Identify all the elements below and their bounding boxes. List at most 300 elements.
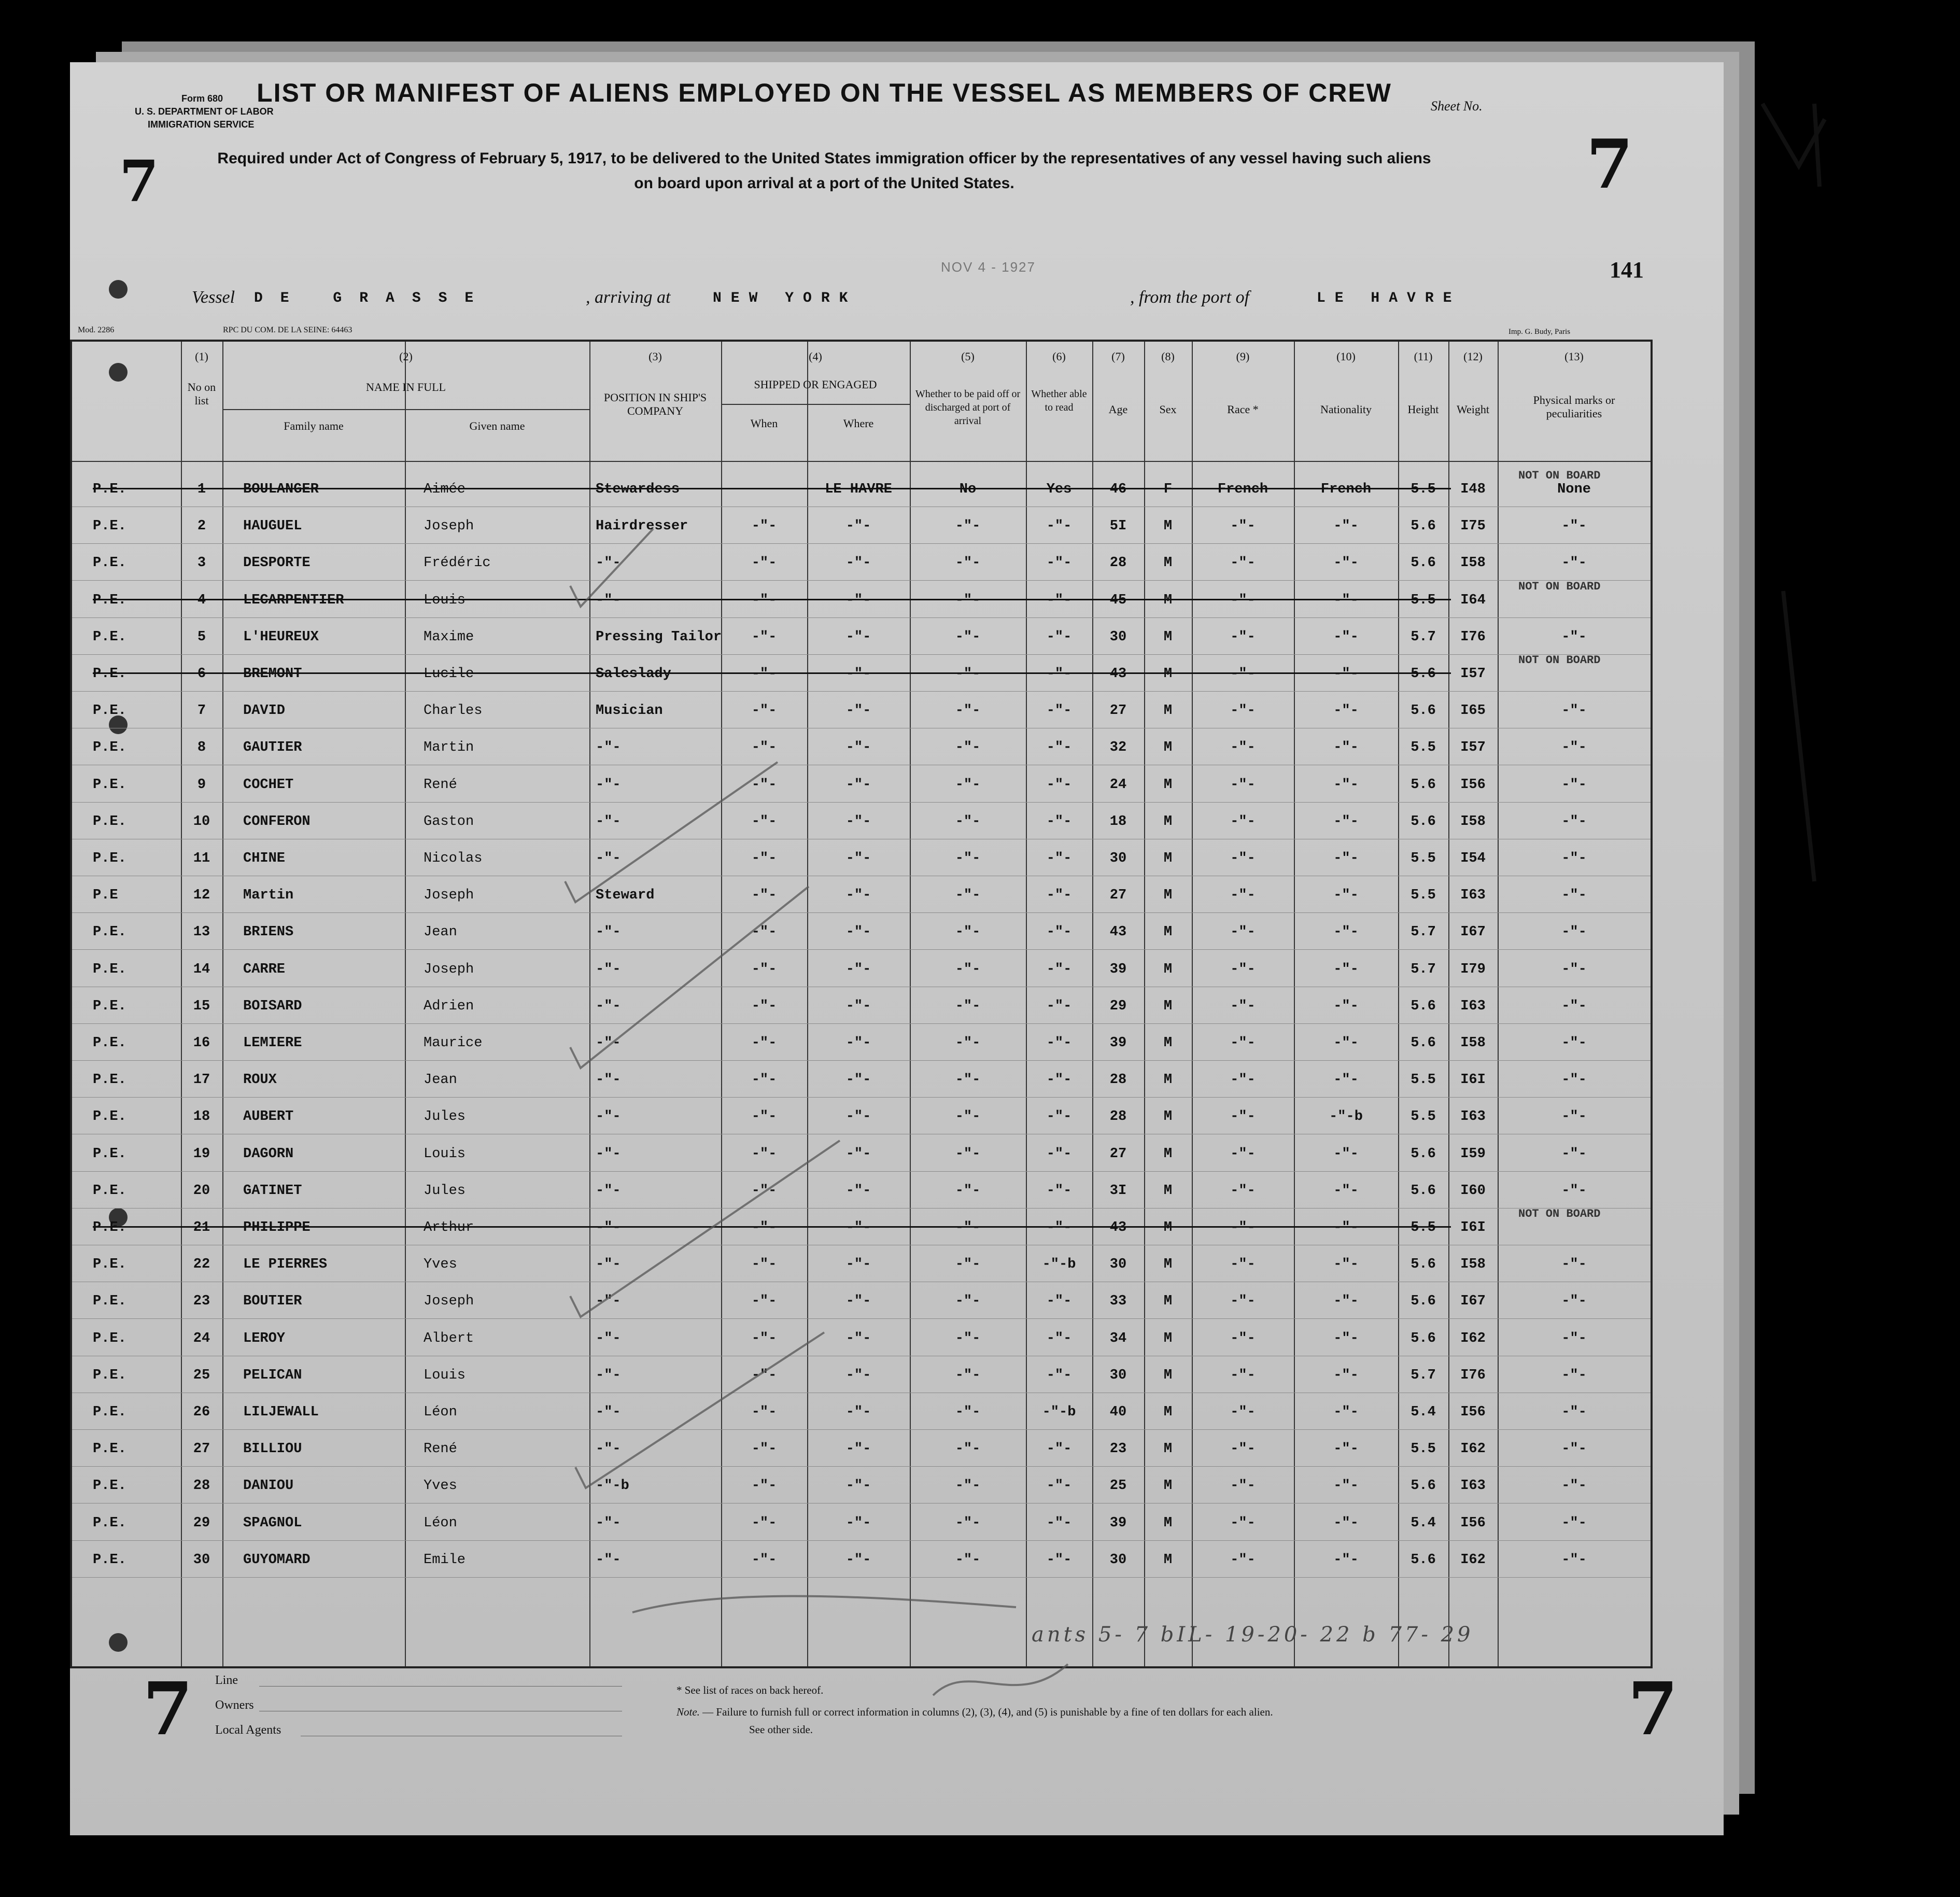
corner-pencil-mark: [1762, 104, 1825, 187]
cell-height: 5.6: [1411, 1478, 1436, 1494]
cell-paid: -"-: [955, 703, 981, 719]
cell-read: -"-: [1046, 998, 1072, 1014]
cell-when: -"-: [751, 1478, 777, 1494]
cell-marks: -"-: [1561, 1552, 1587, 1568]
cell-age: 24: [1109, 777, 1127, 793]
cell-age: 29: [1109, 998, 1127, 1014]
cell-weight: I60: [1460, 1183, 1486, 1199]
owners-label: Owners: [215, 1698, 254, 1712]
cell-family: SPAGNOL: [243, 1515, 302, 1531]
cell-position: -"-: [596, 998, 621, 1014]
cell-nat: -"-: [1333, 740, 1359, 756]
cell-read: -"-b: [1042, 1404, 1076, 1420]
cell-age: 39: [1109, 1515, 1127, 1531]
header-no-on-list: No on list: [187, 381, 216, 407]
cell-family: CARRE: [243, 961, 286, 977]
cell-no: 6: [197, 666, 206, 682]
cell-age: 3I: [1109, 1183, 1127, 1199]
cell-family: COCHET: [243, 777, 294, 793]
cell-no: 21: [193, 1220, 210, 1235]
cell-when: -"-: [751, 1294, 777, 1310]
department-label: U. S. DEPARTMENT OF LABOR: [135, 106, 274, 117]
cell-pre: P.E.: [93, 629, 126, 645]
cell-when: -"-: [751, 1552, 777, 1568]
cell-family: CONFERON: [243, 813, 311, 830]
vessel-name: DE GRASSE: [254, 290, 491, 306]
cell-no: 29: [193, 1515, 210, 1531]
subtitle-line-2: on board upon arrival at a port of the United States.: [634, 175, 1014, 192]
line-label: Line: [215, 1674, 238, 1687]
cell-weight: I6I: [1460, 1072, 1486, 1088]
cell-where: -"-: [845, 1072, 871, 1088]
cell-marks: -"-: [1561, 998, 1587, 1014]
cell-pre: P.E: [93, 888, 118, 904]
cell-race: -"-: [1230, 924, 1256, 940]
cell-no: 12: [193, 888, 210, 904]
header-height: Height: [1407, 403, 1439, 416]
cell-marks: -"-: [1561, 1294, 1587, 1310]
cell-read: -"-: [1046, 1515, 1072, 1531]
cell-age: 33: [1109, 1294, 1127, 1310]
service-label: IMMIGRATION SERVICE: [148, 119, 255, 130]
cell-position: Steward: [596, 888, 655, 904]
cell-weight: I63: [1460, 1109, 1486, 1125]
cell-position: Saleslady: [596, 666, 671, 682]
cell-family: AUBERT: [243, 1109, 294, 1125]
cell-race: -"-: [1230, 1072, 1256, 1088]
cell-race: -"-: [1230, 1330, 1256, 1346]
col-num-13: (13): [1564, 350, 1584, 363]
cell-position: -"-: [596, 1146, 621, 1162]
cell-where: -"-: [845, 1404, 871, 1420]
col-num-10: (10): [1336, 350, 1356, 363]
cell-no: 25: [193, 1367, 210, 1383]
cell-weight: I6I: [1460, 1220, 1486, 1235]
cell-weight: I67: [1460, 1294, 1486, 1310]
cell-family: DAVID: [243, 703, 286, 719]
cell-pre: P.E.: [93, 1294, 126, 1310]
cell-position: Hairdresser: [596, 518, 688, 535]
cell-pre: P.E.: [93, 961, 126, 977]
cell-marks: -"-: [1561, 1072, 1587, 1088]
cell-height: 5.6: [1411, 998, 1436, 1014]
cell-pre: P.E.: [93, 740, 126, 756]
subtitle-line-1: Required under Act of Congress of February 5, 1917, to be delivered to the United States immigration officer by the representatives of any vessel having such aliens: [217, 150, 1431, 167]
cell-nat: -"-: [1333, 888, 1359, 904]
cell-race: -"-: [1230, 1294, 1256, 1310]
cell-read: -"-: [1046, 1367, 1072, 1383]
cell-paid: -"-: [955, 666, 981, 682]
cell-pre: P.E.: [93, 1183, 126, 1199]
cell-family: LEROY: [243, 1330, 286, 1346]
cell-given: Léon: [424, 1515, 457, 1531]
cell-given: Lucile: [424, 666, 474, 682]
cell-position: -"-: [596, 813, 621, 830]
cell-weight: I62: [1460, 1330, 1486, 1346]
arriving-label: , arriving at: [586, 288, 671, 307]
cell-age: 28: [1109, 1072, 1127, 1088]
cell-weight: I62: [1460, 1552, 1486, 1568]
cell-no: 7: [197, 703, 206, 719]
cell-height: 5.4: [1411, 1404, 1436, 1420]
cell-marks: -"-: [1561, 1109, 1587, 1125]
cell-nat: -"-b: [1329, 1109, 1363, 1125]
cell-given: Frédéric: [424, 555, 491, 571]
cell-position: -"-: [596, 740, 621, 756]
cell-age: 30: [1109, 1367, 1127, 1383]
cell-pre: P.E.: [93, 1552, 126, 1568]
cell-where: -"-: [845, 1109, 871, 1125]
cell-no: 8: [197, 740, 206, 756]
cell-read: Yes: [1046, 482, 1072, 497]
cell-age: 32: [1109, 740, 1127, 756]
cell-height: 5.6: [1411, 1146, 1436, 1162]
col-num-2: (2): [399, 350, 413, 363]
cell-position: Musician: [596, 703, 663, 719]
cell-weight: I63: [1460, 998, 1486, 1014]
cell-family: DANIOU: [243, 1478, 294, 1494]
cell-paid: -"-: [955, 1478, 981, 1494]
cell-position: -"-: [596, 1183, 621, 1199]
cell-weight: I67: [1460, 924, 1486, 940]
cell-sex: M: [1163, 629, 1173, 645]
margin-pencil-line: [1783, 591, 1814, 881]
cell-marks: -"-: [1561, 518, 1587, 535]
cell-read: -"-: [1046, 777, 1072, 793]
cell-marks: -"-: [1561, 1257, 1587, 1273]
cell-where: -"-: [845, 1515, 871, 1531]
cell-given: Joseph: [424, 961, 474, 977]
cell-sex: M: [1163, 998, 1173, 1014]
cell-read: -"-: [1046, 518, 1072, 535]
cell-weight: I58: [1460, 1257, 1486, 1273]
cell-marks: -"-: [1561, 1367, 1587, 1383]
cell-read: -"-: [1046, 555, 1072, 571]
cell-where: -"-: [845, 1367, 871, 1383]
cell-height: 5.6: [1411, 777, 1436, 793]
check-mark: [570, 529, 653, 607]
cell-sex: M: [1163, 518, 1173, 535]
from-label: , from the port of: [1130, 288, 1250, 307]
race-note: * See list of races on back hereof.: [676, 1684, 824, 1696]
cell-read: -"-: [1046, 1220, 1072, 1235]
legal-note: [676, 1706, 1273, 1719]
cell-given: Maurice: [424, 1035, 483, 1051]
cell-age: 30: [1109, 1257, 1127, 1273]
cell-read: -"-: [1046, 1294, 1072, 1310]
cell-where: -"-: [845, 1220, 871, 1235]
cell-position: -"-: [596, 1441, 621, 1457]
cell-marks: -"-: [1561, 703, 1587, 719]
cell-race: -"-: [1230, 961, 1256, 977]
cell-given: Martin: [424, 740, 474, 756]
cell-weight: I57: [1460, 666, 1486, 682]
cell-race: French: [1217, 482, 1268, 497]
cell-age: 27: [1109, 703, 1127, 719]
cell-age: 28: [1109, 1109, 1127, 1125]
cell-weight: I56: [1460, 1515, 1486, 1531]
cell-given: Gaston: [424, 813, 474, 830]
cell-family: BOUTIER: [243, 1294, 302, 1310]
note-label: Note.: [676, 1706, 700, 1718]
cell-no: 30: [193, 1552, 210, 1568]
cell-race: -"-: [1230, 518, 1256, 535]
cell-sex: M: [1163, 813, 1173, 830]
cell-sex: M: [1163, 1109, 1173, 1125]
cell-sex: M: [1163, 1515, 1173, 1531]
cell-weight: I64: [1460, 592, 1486, 608]
cell-nat: -"-: [1333, 1257, 1359, 1273]
cell-no: 1: [197, 482, 206, 497]
cell-read: -"-: [1046, 813, 1072, 830]
cell-no: 18: [193, 1109, 210, 1125]
cell-paid: -"-: [955, 1257, 981, 1273]
cell-pre: P.E.: [93, 1515, 126, 1531]
cell-age: 27: [1109, 1146, 1127, 1162]
cell-pre: P.E.: [93, 518, 126, 535]
cell-family: BOULANGER: [243, 482, 319, 497]
cell-given: Jean: [424, 924, 457, 940]
cell-pre: P.E.: [93, 851, 126, 866]
cell-no: 27: [193, 1441, 210, 1457]
cell-height: 5.5: [1411, 740, 1436, 756]
cell-position: -"-: [596, 777, 621, 793]
cell-pre: P.E.: [93, 924, 126, 940]
cell-nat: -"-: [1333, 1478, 1359, 1494]
signature-stroke: [632, 1596, 1016, 1612]
cell-age: 43: [1109, 1220, 1127, 1235]
cell-given: Jean: [424, 1072, 457, 1088]
header-age: Age: [1108, 403, 1128, 416]
cell-position: -"-: [596, 555, 621, 571]
header-shipped-engaged: SHIPPED OR ENGAGED: [754, 378, 877, 391]
cell-position: Stewardess: [596, 482, 680, 497]
cell-nat: -"-: [1333, 555, 1359, 571]
cell-sex: M: [1163, 851, 1173, 866]
cell-when: -"-: [751, 813, 777, 830]
cell-position: -"-b: [596, 1478, 629, 1494]
cell-sex: M: [1163, 1146, 1173, 1162]
cell-height: 5.7: [1411, 1367, 1436, 1383]
cell-when: -"-: [751, 1441, 777, 1457]
not-on-board-note: NOT ON BOARD: [1518, 580, 1601, 593]
cell-height: 5.6: [1411, 1552, 1436, 1568]
cell-family: BILLIOU: [243, 1441, 302, 1457]
cell-position: -"-: [596, 1404, 621, 1420]
big-number-bottom-right: 7: [1628, 1667, 1679, 1752]
cell-race: -"-: [1230, 1515, 1256, 1531]
cell-when: -"-: [751, 666, 777, 682]
cell-pre: P.E.: [93, 1330, 126, 1346]
cell-where: -"-: [845, 998, 871, 1014]
cell-read: -"-: [1046, 851, 1072, 866]
cell-race: -"-: [1230, 1478, 1256, 1494]
cell-family: PELICAN: [243, 1367, 302, 1383]
cell-paid: -"-: [955, 555, 981, 571]
cell-weight: I56: [1460, 777, 1486, 793]
cell-weight: I54: [1460, 851, 1486, 866]
cell-weight: I76: [1460, 1367, 1486, 1383]
cell-paid: -"-: [955, 851, 981, 866]
cell-marks: -"-: [1561, 924, 1587, 940]
cell-when: -"-: [751, 888, 777, 904]
cell-read: -"-: [1046, 961, 1072, 977]
cell-when: -"-: [751, 998, 777, 1014]
cell-pre: P.E.: [93, 666, 126, 682]
cell-sex: M: [1163, 1183, 1173, 1199]
cell-age: 5I: [1109, 518, 1127, 535]
cell-sex: M: [1163, 1404, 1173, 1420]
cell-age: 27: [1109, 888, 1127, 904]
cell-height: 5.5: [1411, 888, 1436, 904]
cell-pre: P.E.: [93, 1220, 126, 1235]
cell-sex: M: [1163, 777, 1173, 793]
cell-weight: I58: [1460, 813, 1486, 830]
cell-nat: -"-: [1333, 851, 1359, 866]
cell-no: 22: [193, 1257, 210, 1273]
header-able-to-read: Whether able to read: [1031, 388, 1087, 413]
cell-height: 5.5: [1411, 851, 1436, 866]
cell-no: 3: [197, 555, 206, 571]
cell-given: Yves: [424, 1257, 457, 1273]
cell-where: -"-: [845, 666, 871, 682]
cell-paid: -"-: [955, 888, 981, 904]
cell-no: 23: [193, 1294, 210, 1310]
cell-height: 5.7: [1411, 961, 1436, 977]
cell-marks: -"-: [1561, 1441, 1587, 1457]
cell-no: 13: [193, 924, 210, 940]
cell-paid: -"-: [955, 1367, 981, 1383]
cell-family: DAGORN: [243, 1146, 294, 1162]
cell-race: -"-: [1230, 1146, 1256, 1162]
cell-height: 5.4: [1411, 1515, 1436, 1531]
cell-age: 39: [1109, 961, 1127, 977]
cell-given: Joseph: [424, 518, 474, 535]
cell-height: 5.5: [1411, 592, 1436, 608]
cell-family: BREMONT: [243, 666, 302, 682]
header-family-name: Family name: [284, 419, 344, 432]
cell-given: René: [424, 777, 457, 793]
cell-marks: -"-: [1561, 1035, 1587, 1051]
cell-family: GATINET: [243, 1183, 302, 1199]
cell-age: 46: [1109, 482, 1127, 497]
cell-read: -"-: [1046, 924, 1072, 940]
form-number: Form 680: [181, 93, 223, 104]
col-num-4: (4): [809, 350, 822, 363]
cell-family: LE PIERRES: [243, 1257, 328, 1273]
cell-family: LILJEWALL: [243, 1404, 319, 1420]
cell-paid: -"-: [955, 1552, 981, 1568]
cell-given: Léon: [424, 1404, 457, 1420]
cell-where: -"-: [845, 888, 871, 904]
cell-read: -"-: [1046, 1072, 1072, 1088]
cell-family: CHINE: [243, 851, 286, 866]
cell-height: 5.5: [1411, 1220, 1436, 1235]
cell-sex: M: [1163, 666, 1173, 682]
cell-nat: -"-: [1333, 1515, 1359, 1531]
cell-race: -"-: [1230, 1552, 1256, 1568]
date-stamp: NOV 4 - 1927: [941, 259, 1036, 275]
cell-sex: M: [1163, 555, 1173, 571]
cell-pre: P.E.: [93, 1404, 126, 1420]
header-where: Where: [843, 417, 874, 430]
cell-marks: None: [1557, 482, 1591, 497]
cell-given: Yves: [424, 1478, 457, 1494]
cell-height: 5.6: [1411, 703, 1436, 719]
cell-paid: -"-: [955, 924, 981, 940]
cell-age: 30: [1109, 851, 1127, 866]
cell-read: -"-: [1046, 629, 1072, 645]
cell-given: Louis: [424, 1367, 466, 1383]
cell-sex: M: [1163, 1478, 1173, 1494]
cell-no: 19: [193, 1146, 210, 1162]
cell-family: Martin: [243, 888, 294, 904]
page-title: LIST OR MANIFEST OF ALIENS EMPLOYED ON THE VESSEL AS MEMBERS OF CREW: [257, 78, 1392, 107]
mod-number: Mod. 2286: [78, 326, 115, 334]
col-num-12: (12): [1463, 350, 1483, 363]
cell-where: -"-: [845, 851, 871, 866]
cell-sex: M: [1163, 1552, 1173, 1568]
cell-sex: M: [1163, 703, 1173, 719]
header-given-name: Given name: [469, 419, 525, 432]
cell-given: Adrien: [424, 998, 474, 1014]
cell-height: 5.7: [1411, 924, 1436, 940]
cell-when: -"-: [751, 703, 777, 719]
header-physical-marks: Physical marks or peculiarities: [1533, 394, 1615, 420]
cell-paid: -"-: [955, 961, 981, 977]
cell-weight: I62: [1460, 1441, 1486, 1457]
cell-pre: P.E.: [93, 777, 126, 793]
cell-when: -"-: [751, 1367, 777, 1383]
cell-read: -"-: [1046, 1441, 1072, 1457]
cell-marks: -"-: [1561, 777, 1587, 793]
cell-pre: P.E.: [93, 1072, 126, 1088]
col-num-7: (7): [1111, 350, 1125, 363]
not-on-board-note: NOT ON BOARD: [1518, 1207, 1601, 1220]
cell-family: HAUGUEL: [243, 518, 302, 535]
col-num-3: (3): [648, 350, 662, 363]
cell-age: 23: [1109, 1441, 1127, 1457]
cell-weight: I58: [1460, 555, 1486, 571]
cell-race: -"-: [1230, 1441, 1256, 1457]
cell-given: Joseph: [424, 888, 474, 904]
cell-given: Jules: [424, 1109, 466, 1125]
line-rule: [259, 1686, 622, 1687]
cell-given: Albert: [424, 1330, 474, 1346]
cell-weight: I57: [1460, 740, 1486, 756]
header-sex: Sex: [1159, 403, 1177, 416]
cell-race: -"-: [1230, 629, 1256, 645]
cell-race: -"-: [1230, 1183, 1256, 1199]
cell-where: -"-: [845, 1146, 871, 1162]
cell-given: Arthur: [424, 1220, 474, 1235]
cell-nat: -"-: [1333, 1552, 1359, 1568]
cell-age: 28: [1109, 555, 1127, 571]
cell-given: Aimée: [424, 482, 466, 497]
cell-height: 5.6: [1411, 813, 1436, 830]
cell-weight: I59: [1460, 1146, 1486, 1162]
cell-race: -"-: [1230, 1367, 1256, 1383]
cell-when: -"-: [751, 555, 777, 571]
cell-where: -"-: [845, 924, 871, 940]
cell-nat: -"-: [1333, 1294, 1359, 1310]
cell-paid: -"-: [955, 813, 981, 830]
cell-race: -"-: [1230, 851, 1256, 866]
cell-no: 2: [197, 518, 206, 535]
big-number-bottom-left: 7: [143, 1667, 193, 1752]
cell-marks: -"-: [1561, 1515, 1587, 1531]
cell-paid: -"-: [955, 1515, 981, 1531]
